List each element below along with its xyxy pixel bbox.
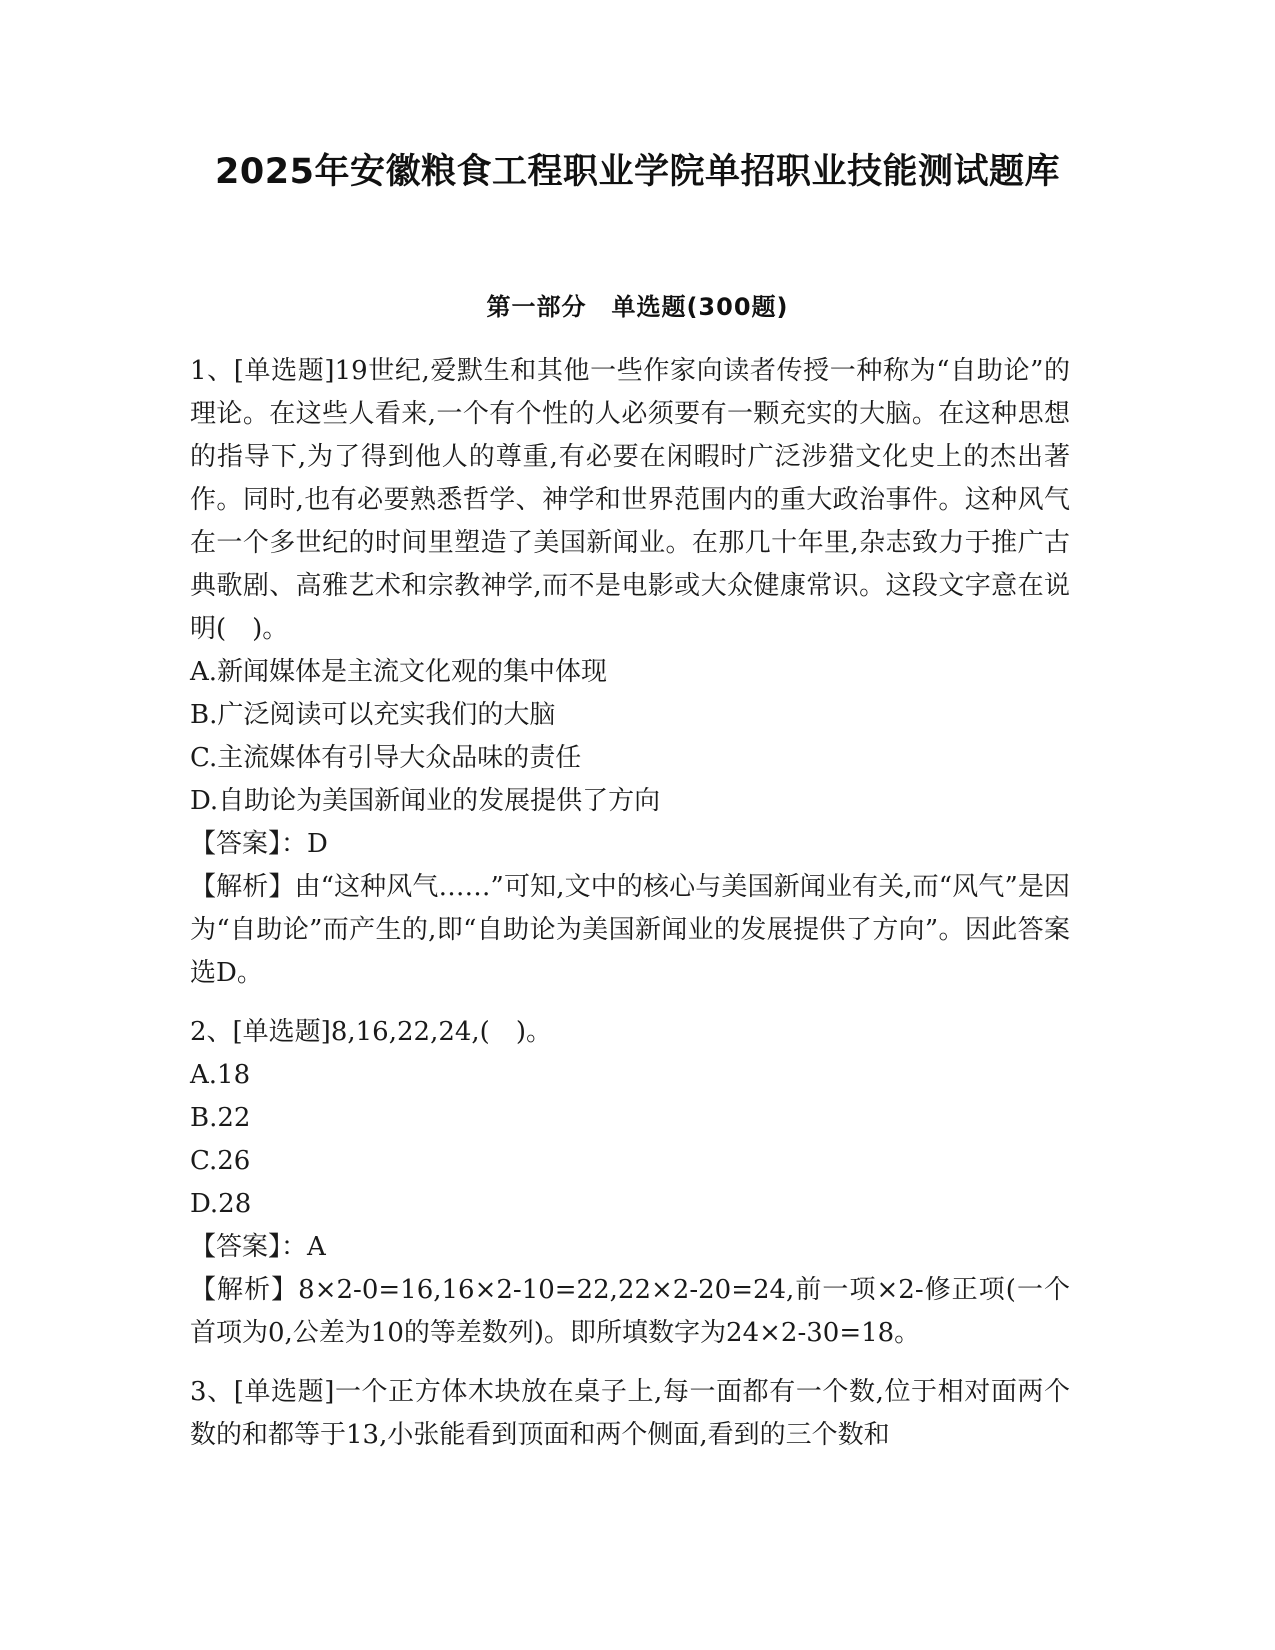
option-b: B.22 [190, 1103, 251, 1133]
question-stem: 1、[单选题]19世纪,爱默生和其他一些作家向读者传授一种称为“自助论”的理论。在这些人看来,一个有个性的人必须要有一颗充实的大脑。在这种思想的指导下,为了得到他人的尊重,有必要在闲暇时广泛涉猎文化史上的杰出著作。同时,也有必要熟悉哲学、神学和世界范围内的重大政治事件。这种风气在一个多世纪的时间里塑造了美国新闻业。在那几十年里,杂志致力于推广古典歌剧、高雅艺术和宗教神学,而不是电影或大众健康常识。这段文字意在说明( )。 [190, 356, 1071, 644]
question-stem: 3、[单选题]一个正方体木块放在桌子上,每一面都有一个数,位于相对面两个数的和都等于13,小张能看到顶面和两个侧面,看到的三个数和 [190, 1377, 1070, 1450]
option-c: C.26 [190, 1146, 251, 1176]
question-stem: 2、[单选题]8,16,22,24,( )。 [190, 1017, 552, 1047]
option-c: C.主流媒体有引导大众品味的责任 [190, 743, 582, 773]
analysis: 【解析】由“这种风气……”可知,文中的核心与美国新闻业有关,而“风气”是因为“自助论”而产生的,即“自助论为美国新闻业的发展提供了方向”。因此答案选D。 [190, 872, 1070, 988]
option-a: A.新闻媒体是主流文化观的集中体现 [190, 657, 608, 687]
analysis: 【解析】8×2-0=16,16×2-10=22,22×2-20=24,前一项×2-修正项(一个首项为0,公差为10的等差数列)。即所填数字为24×2-30=18。 [190, 1275, 1070, 1348]
question-3 [190, 1371, 1070, 1457]
answer: 【答案】：D [190, 829, 328, 859]
question-list [190, 350, 1070, 1457]
section-heading: 第一部分 单选题(300题) [486, 293, 789, 321]
option-b: B.广泛阅读可以充实我们的大脑 [190, 700, 556, 730]
option-a: A.18 [190, 1060, 251, 1090]
option-d: D.自助论为美国新闻业的发展提供了方向 [190, 786, 661, 816]
option-d: D.28 [190, 1189, 252, 1219]
document-title: 2025年安徽粮食工程职业学院单招职业技能测试题库 [215, 152, 1060, 192]
question-2 [190, 1011, 1070, 1355]
question-1 [190, 350, 1070, 995]
answer: 【答案】：A [190, 1232, 326, 1262]
